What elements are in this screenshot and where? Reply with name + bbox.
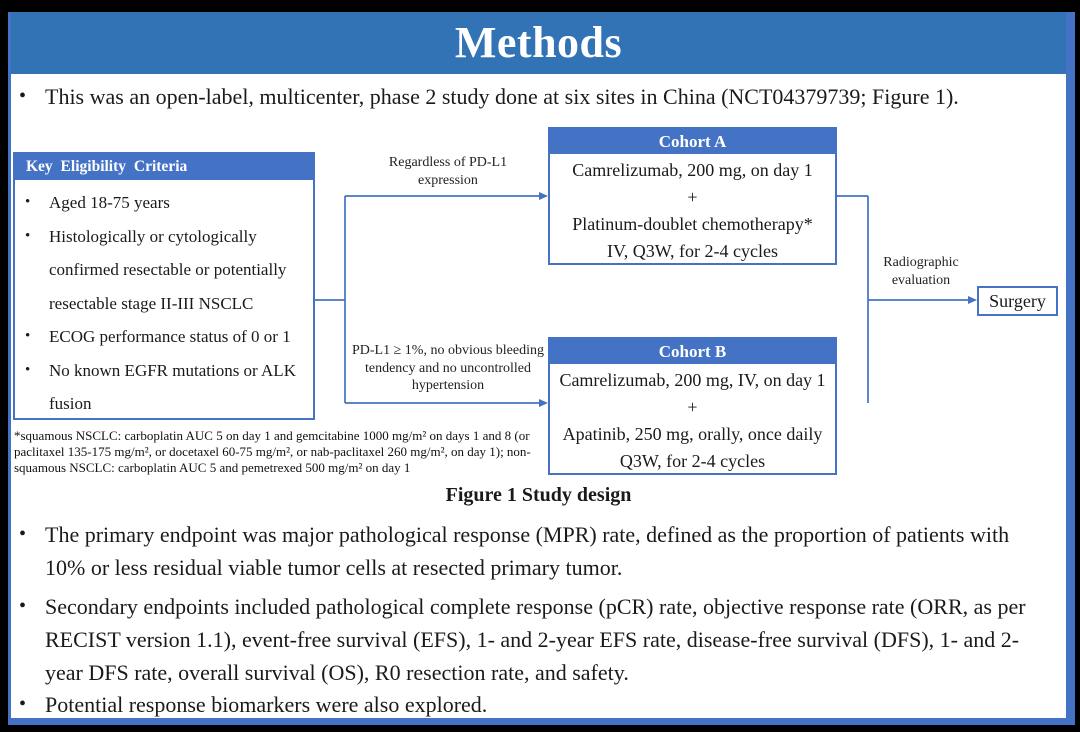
cohort-a-line: Camrelizumab, 200 mg, on day 1 bbox=[572, 160, 813, 180]
figure-caption: Figure 1 Study design bbox=[445, 484, 632, 506]
cohort-a-line: Platinum-doublet chemotherapy* bbox=[572, 214, 813, 234]
intro-bullet-text: This was an open-label, multicenter, phase 2 study done at six sites in China (NCT04379739; Figure 1). bbox=[45, 84, 959, 109]
eligibility-item-text: Aged 18-75 years bbox=[49, 193, 170, 212]
figure-footnote: *squamous NSCLC: carboplatin AUC 5 on day 1 and gemcitabine 1000 mg/m² on days 1 and 8 (or paclitaxel 135-175 mg/m², or docetaxel 60-75 mg/m², or nab-paclitaxel 260 mg/m², on day 1); non-squamous NSCLC: carboplatin AUC 5 and pemetrexed 500 mg/m² on day 1 bbox=[14, 428, 531, 476]
plus-sign: + bbox=[687, 397, 698, 417]
branch-label-top: Regardless of PD-L1 expression bbox=[388, 155, 508, 188]
bullet-glyph: • bbox=[19, 595, 27, 617]
list-item bbox=[25, 354, 305, 421]
list-item bbox=[25, 320, 305, 354]
cohort-a-header: Cohort A bbox=[550, 129, 835, 154]
bullet-text: Potential response biomarkers were also explored. bbox=[45, 692, 488, 717]
intro-bullet bbox=[19, 80, 1061, 113]
methods-slide bbox=[8, 12, 1075, 725]
cohort-b-box bbox=[548, 337, 837, 475]
surgery-label: Surgery bbox=[989, 290, 1046, 311]
bullet-glyph: • bbox=[25, 328, 31, 344]
slide-title-bar bbox=[11, 12, 1066, 74]
bullet-glyph: • bbox=[19, 523, 27, 545]
list-item bbox=[25, 220, 305, 321]
cohort-a-box bbox=[548, 127, 837, 265]
bullet-glyph: • bbox=[25, 194, 31, 210]
eligibility-item-text: No known EGFR mutations or ALK fusion bbox=[49, 360, 296, 413]
surgery-box bbox=[977, 286, 1058, 316]
eligibility-box bbox=[13, 152, 315, 420]
endpoint-bullet-primary bbox=[19, 518, 1047, 584]
biomarkers-bullet bbox=[19, 688, 1047, 721]
cohort-b-line: Camrelizumab, 200 mg, IV, on day 1 bbox=[559, 370, 826, 390]
evaluation-label: Radiographic evaluation bbox=[883, 255, 959, 288]
cohort-b-body bbox=[550, 364, 835, 475]
eligibility-list bbox=[15, 180, 313, 421]
page-title: Methods bbox=[454, 18, 623, 67]
cohort-b-header: Cohort B bbox=[550, 339, 835, 364]
cohort-a-body bbox=[550, 154, 835, 265]
bullet-glyph: • bbox=[25, 227, 31, 244]
bullet-glyph: • bbox=[25, 361, 31, 378]
list-item bbox=[25, 186, 305, 220]
branch-label-bottom: PD-L1 ≥ 1%, no obvious bleeding tendency and no uncontrolled hypertension bbox=[352, 343, 545, 393]
eligibility-item-text: ECOG performance status of 0 or 1 bbox=[49, 327, 291, 346]
endpoint-bullet-secondary bbox=[19, 590, 1047, 689]
bullet-text: Secondary endpoints included pathological complete response (pCR) rate, objective response rate (ORR, as per RECIST version 1.1), event-free survival (EFS), 1- and 2-year EFS rate, disease-free survival (DFS), 1- and 2-year DFS rate, overall survival (OS), R0 resection rate, and safety. bbox=[45, 594, 1026, 685]
cohort-b-line: Apatinib, 250 mg, orally, once daily bbox=[562, 424, 823, 444]
cohort-b-line: Q3W, for 2-4 cycles bbox=[619, 451, 766, 471]
bullet-glyph: • bbox=[19, 693, 27, 715]
bullet-glyph: • bbox=[19, 85, 27, 107]
cohort-a-line: IV, Q3W, for 2-4 cycles bbox=[607, 241, 778, 261]
plus-sign: + bbox=[687, 187, 698, 207]
eligibility-item-text: Histologically or cytologically confirmed resectable or potentially resectable stage II-III NSCLC bbox=[49, 226, 287, 313]
bullet-text: The primary endpoint was major pathological response (MPR) rate, defined as the proportion of patients with 10% or less residual viable tumor cells at resected primary tumor. bbox=[45, 522, 1010, 580]
eligibility-header: Key Eligibility Criteria bbox=[15, 154, 313, 180]
